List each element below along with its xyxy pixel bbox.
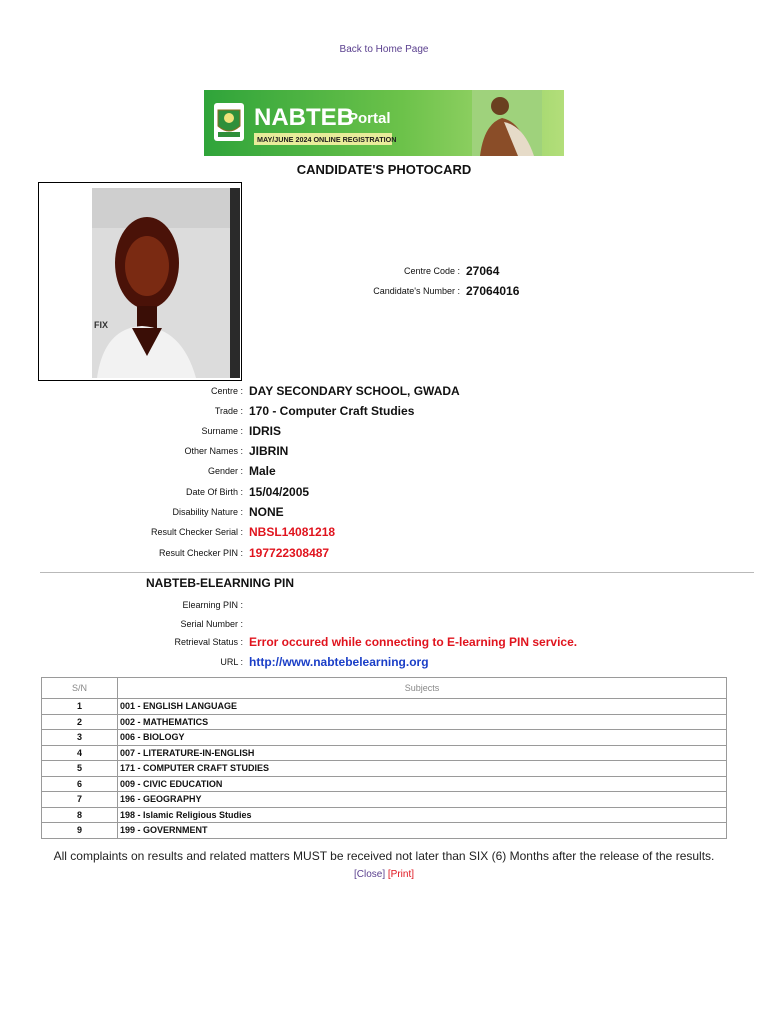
table-row	[42, 792, 727, 808]
detail-value: DAY SECONDARY SCHOOL, GWADA	[249, 384, 460, 398]
elearning-pin-row	[80, 595, 249, 615]
retrieval-status-row	[80, 632, 577, 652]
candidate-number-label: Candidate's Number :	[373, 286, 460, 296]
table-row	[42, 761, 727, 777]
detail-label: Result Checker PIN :	[158, 548, 243, 558]
subject-name: 006 - BIOLOGY	[118, 730, 727, 746]
result-checker-serial-value: NBSL14081218	[249, 525, 336, 539]
table-header-row	[42, 678, 727, 699]
nabteb-portal-banner	[204, 90, 564, 156]
banner-brand: NABTEB	[254, 104, 354, 131]
subject-name: 196 - GEOGRAPHY	[118, 792, 727, 808]
detail-value: IDRIS	[249, 424, 282, 438]
centre-code-label: Centre Code :	[403, 266, 460, 276]
detail-row	[80, 401, 414, 421]
detail-label: Disability Nature :	[172, 507, 243, 517]
detail-label: Surname :	[201, 426, 243, 436]
table-row	[42, 699, 727, 715]
detail-row	[80, 381, 460, 401]
url-label: URL :	[220, 657, 243, 667]
subject-sn: 4	[42, 745, 118, 761]
table-row	[42, 823, 727, 839]
elearning-url-link[interactable]: http://www.nabtebelearning.org	[249, 655, 429, 669]
detail-row	[80, 522, 335, 542]
subject-name: 171 - COMPUTER CRAFT STUDIES	[118, 761, 727, 777]
detail-label: Centre :	[210, 386, 243, 396]
table-row	[42, 730, 727, 746]
detail-row	[80, 502, 284, 522]
detail-row	[80, 421, 281, 441]
subject-name: 002 - MATHEMATICS	[118, 714, 727, 730]
detail-value: JIBRIN	[249, 444, 289, 458]
page-title: CANDIDATE'S PHOTOCARD	[296, 162, 472, 177]
subject-sn: 6	[42, 776, 118, 792]
table-row	[42, 776, 727, 792]
subject-sn: 1	[42, 699, 118, 715]
url-row	[80, 652, 429, 672]
subjects-table	[41, 677, 727, 839]
centre-code-row	[300, 261, 499, 281]
print-link[interactable]: [Print]	[387, 869, 415, 880]
subject-sn: 9	[42, 823, 118, 839]
nabteb-logo-icon	[214, 103, 244, 141]
close-link[interactable]: [Close]	[353, 869, 386, 880]
detail-value: Male	[249, 464, 276, 478]
candidate-photo	[38, 182, 242, 381]
photo-sign-text: FIX	[94, 320, 109, 330]
detail-value: 170 - Computer Craft Studies	[249, 404, 415, 418]
elearning-heading: NABTEB-ELEARNING PIN	[146, 576, 295, 590]
subject-sn: 7	[42, 792, 118, 808]
detail-label: Result Checker Serial :	[150, 527, 243, 537]
candidate-photo-image	[92, 188, 240, 378]
detail-row	[80, 441, 288, 461]
detail-row	[80, 543, 329, 563]
banner-subtitle: MAY/JUNE 2024 ONLINE REGISTRATION	[257, 135, 397, 144]
serial-number-label: Serial Number :	[180, 619, 243, 629]
detail-label: Other Names :	[184, 446, 243, 456]
subject-sn: 5	[42, 761, 118, 777]
subject-sn: 2	[42, 714, 118, 730]
sn-header: S/N	[42, 678, 118, 699]
subjects-header: Subjects	[118, 678, 727, 699]
detail-value: NONE	[249, 505, 284, 519]
retrieval-status-value: Error occured while connecting to E-learning PIN service.	[249, 635, 578, 649]
subject-name: 199 - GOVERNMENT	[118, 823, 727, 839]
banner-graphic	[204, 90, 564, 156]
table-row	[42, 807, 727, 823]
detail-row	[80, 461, 276, 481]
centre-code-value: 27064	[466, 264, 500, 278]
candidate-number-row	[300, 281, 519, 301]
detail-row	[80, 482, 309, 502]
subject-name: 001 - ENGLISH LANGUAGE	[118, 699, 727, 715]
complaints-notice: All complaints on results and related matters MUST be received not later than SIX (6) Months after the release of the results.	[53, 849, 715, 863]
banner-person-image	[472, 90, 542, 156]
candidate-number-value: 27064016	[466, 284, 520, 298]
retrieval-status-label: Retrieval Status :	[174, 637, 243, 647]
card-actions	[0, 869, 768, 880]
subject-name: 007 - LITERATURE-IN-ENGLISH	[118, 745, 727, 761]
table-row	[42, 714, 727, 730]
detail-label: Trade :	[214, 406, 243, 416]
banner-portal: Portal	[348, 110, 391, 127]
detail-value: 15/04/2005	[249, 485, 310, 499]
subject-name: 009 - CIVIC EDUCATION	[118, 776, 727, 792]
subject-sn: 8	[42, 807, 118, 823]
subject-sn: 3	[42, 730, 118, 746]
elearning-pin-label: Elearning PIN :	[182, 600, 243, 610]
serial-number-row	[80, 614, 249, 634]
result-checker-pin-value: 197722308487	[249, 546, 330, 560]
section-divider	[40, 572, 754, 573]
detail-label: Date Of Birth :	[185, 487, 243, 497]
back-to-home-link[interactable]: Back to Home Page	[339, 44, 429, 55]
subject-name: 198 - Islamic Religious Studies	[118, 807, 727, 823]
table-row	[42, 745, 727, 761]
detail-label: Gender :	[207, 466, 243, 476]
